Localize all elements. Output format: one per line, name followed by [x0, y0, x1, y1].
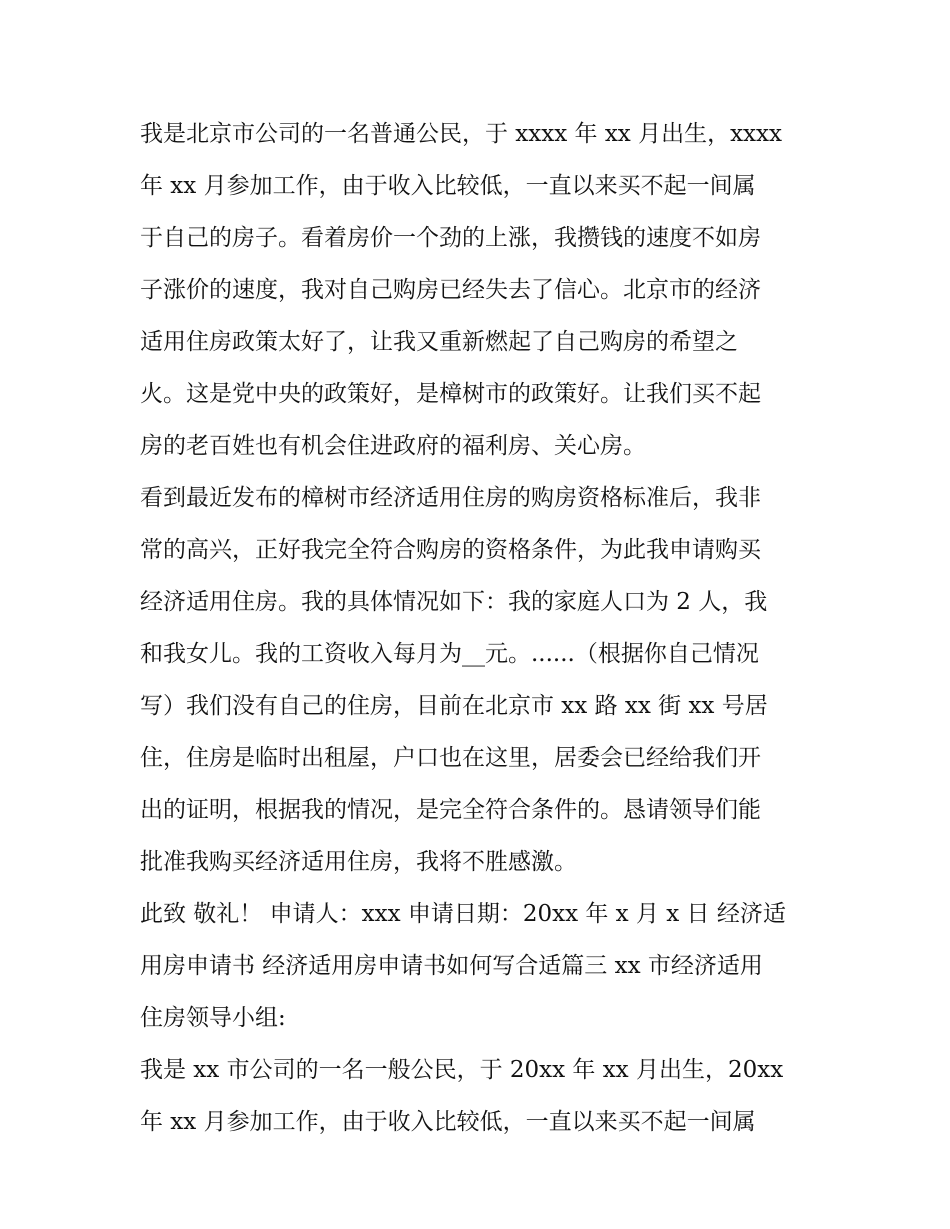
text-line: 批准我购买经济适用住房，我将不胜感激。 — [140, 849, 577, 875]
text-line: 子涨价的速度，我对自己购房已经失去了信心。北京市的经济 — [140, 277, 761, 303]
text-line: 住，住房是临时出租屋，户口也在这里，居委会已经给我们开 — [140, 745, 761, 771]
text-line: 我是 xx 市公司的一名一般公民，于 20xx 年 xx 月出生，20xx — [140, 1057, 784, 1083]
text-line: 常的高兴，正好我完全符合购房的资格条件，为此我申请购买 — [140, 537, 761, 563]
text-line: 年 xx 月参加工作，由于收入比较低，一直以来买不起一间属 — [140, 1109, 756, 1135]
text-line: 和我女儿。我的工资收入每月为__元。......（根据你自己情况 — [140, 641, 759, 667]
text-line: 我是北京市公司的一名普通公民，于 xxxx 年 xx 月出生，xxxx — [140, 121, 782, 147]
text-line: 住房领导小组: — [140, 1005, 286, 1031]
text-line: 经济适用住房。我的具体情况如下：我的家庭人口为 2 人，我 — [140, 589, 768, 615]
text-line: 出的证明，根据我的情况，是完全符合条件的。恳请领导们能 — [140, 797, 761, 823]
text-line: 看到最近发布的樟树市经济适用住房的购房资格标准后，我非 — [140, 485, 761, 511]
text-line: 用房申请书 经济适用房申请书如何写合适篇三 xx 市经济适用 — [140, 953, 763, 979]
text-line: 适用住房政策太好了，让我又重新燃起了自己购房的希望之 — [140, 329, 738, 355]
text-line: 于自己的房子。看着房价一个劲的上涨，我攒钱的速度不如房 — [140, 225, 761, 251]
text-line: 写）我们没有自己的住房，目前在北京市 xx 路 xx 街 xx 号居 — [140, 693, 768, 719]
text-line: 此致 敬礼！ 申请人：xxx 申请日期：20xx 年 x 月 x 日 经济适 — [140, 901, 786, 927]
text-line: 年 xx 月参加工作，由于收入比较低，一直以来买不起一间属 — [140, 173, 756, 199]
text-line: 火。这是党中央的政策好，是樟树市的政策好。让我们买不起 — [140, 381, 761, 407]
text-line: 房的老百姓也有机会住进政府的福利房、关心房。 — [140, 433, 646, 459]
document-body — [140, 108, 820, 1148]
